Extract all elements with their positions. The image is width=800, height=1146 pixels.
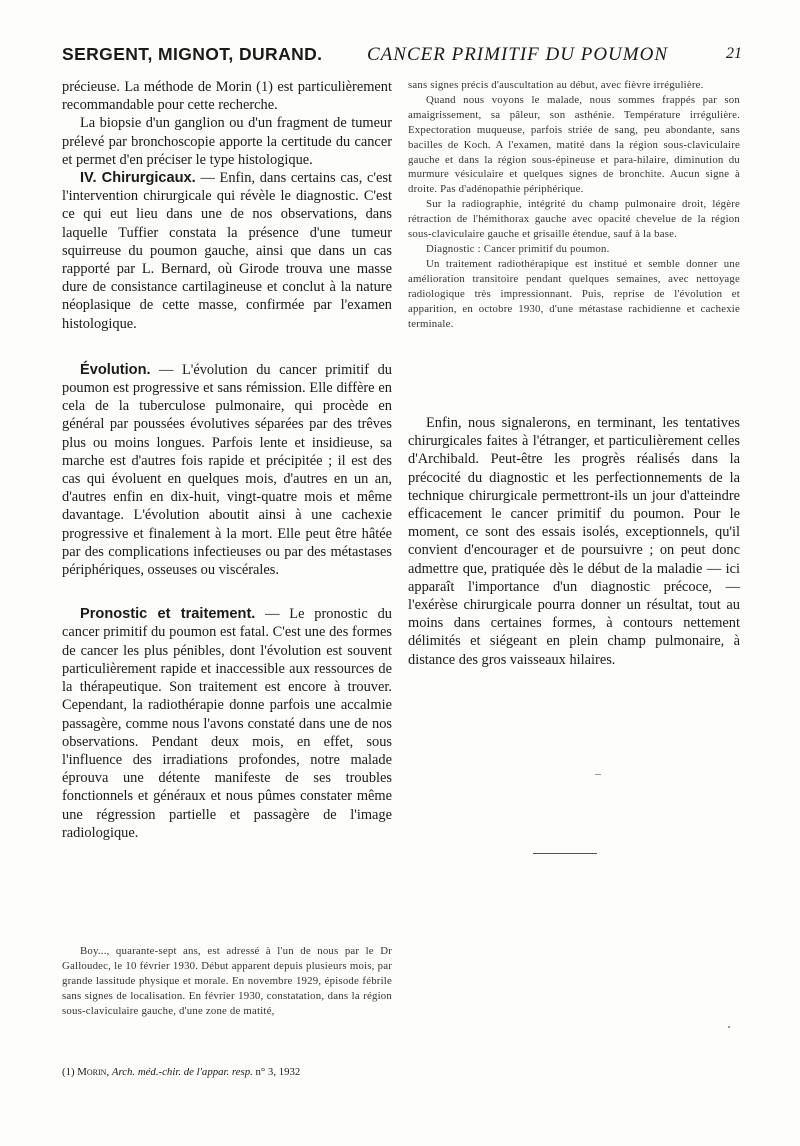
paragraph-conclusion: Enfin, nous signalerons, en terminant, les tentatives chirurgicales faites à l'étranger, et particulièrement celles d'Archibald. Peut-être les progrès réalisés dans la précocité du diagnostic et les perfectionnements de la technique chirurgicale permettront-ils un jour d'atteindre efficacement le cancer primitif du poumon. Pour le moment, ce sont des essais isolés, exceptionnels, qu'il convient d'encourager et de poursuivre ; on peut donc admettre que, pratiquée dès le début de la maladie — ici apparaît l'importance d'un diagnostic précoce, — l'exérèse chirurgicale pourra donner un résultat, tout au moins dans certaines formes, à contours nettement délimités et siégeant en plein champ pulmonaire, à distance des gros vaisseaux hilaires. xyxy=(408,415,740,668)
stray-dot xyxy=(728,1026,730,1028)
footnote-number: (1) xyxy=(62,1066,78,1078)
pronostic-text: — Le pronostic du cancer primitif du poumon est fatal. C'est une des formes de cancer les plus pénibles, dont l'évolution est souvent particulièrement rapide et inaccessible aux ressources de la thérapeutique. Son traitement est encore à trouver. Cependant, la radiothérapie donne parfois une accalmie passagère, comme nous l'avons constaté dans une de nos observations. Pendant deux mois, en effet, sous l'influence des irradiations profondes, notre malade éprouva une détente manifeste de ses troubles fonctionnels et généraux et nous pûmes constater même une régression partielle et passagère de l'image radiologique. xyxy=(62,606,392,841)
footnote-rest: n° 3, 1932 xyxy=(252,1066,301,1078)
header-authors: SERGENT, MIGNOT, DURAND. xyxy=(62,44,323,64)
case-report-radiography: Sur la radiographie, intégrité du champ pulmonaire droit, légère rétraction de l'hémithorax gauche avec opacité chevelue de la région sous-claviculaire gauche et grisaille étendue, sauf à la base. xyxy=(408,198,740,241)
footnote-author: Morin xyxy=(77,1066,107,1078)
chirurgicaux-text: — Enfin, dans certains cas, c'est l'intervention chirurgicale qui révèle le diagnostic. C'est ce qui eut lieu dans une de nos observations, dans laquelle Tuffier constata la présence d'une tumeur squirreuse du poumon gauche, ainsi que dans un cas rapporté par L. Bernard, où Girode trouva une masse dure de consistance cartilagineuse et conclut à la nature néoplasique de cette masse, confirmée par l'examen histologique. xyxy=(62,170,392,332)
paragraph-evolution xyxy=(62,361,392,579)
paragraph-biopsie: La biopsie d'un ganglion ou d'un fragment de tumeur prélevé par bronchoscopie apporte la certitude du cancer et permet d'en préciser le type histologique. xyxy=(62,115,392,168)
paragraph-pronostic xyxy=(62,605,392,842)
case-report-treatment: Un traitement radiothérapique est institué et semble donner une amélioration transitoire pendant quelques semaines, avec nettoyage radiologique très impressionnant. Puis, reprise de l'évolution et apparition, en octobre 1930, d'une métastase rachidienne et cachexie terminale. xyxy=(408,257,740,330)
section-heading-pronostic: Pronostic et traitement. xyxy=(80,606,256,623)
left-column xyxy=(62,78,392,1128)
section-heading-chirurgicaux: IV. Chirurgicaux. xyxy=(80,170,196,187)
evolution-text: — L'évolution du cancer primitif du poumon est progressive et sans rémission. Elle diffère en cela de la tuberculose pulmonaire, qui procède en général par poussées évolutives séparées par des trêves plus ou moins longues. Parfois lente et insidieuse, sa marche est d'autres fois rapide et précipitée ; il est des cas qui évoluent en quelques mois, d'autres en un an, d'autres enfin en dix-huit, vingt-quatre mois et même davantage. L'évolution aboutit ainsi à une cachexie progressive et finalement à la mort. Elle peut être hâtée par des complications infectieuses ou par des métastases périphériques, osseuses ou viscérales. xyxy=(62,361,392,579)
case-report-diagnosis: Diagnostic : Cancer primitif du poumon. xyxy=(426,242,610,255)
section-heading-evolution: Évolution. xyxy=(80,361,151,378)
case-report-continued: sans signes précis d'auscultation au début, avec fièvre irrégulière. xyxy=(408,79,704,91)
end-rule xyxy=(533,853,597,854)
paragraph-chirurgicaux xyxy=(62,169,392,333)
footnote-journal: Arch. méd.-chir. de l'appar. resp. xyxy=(111,1066,253,1078)
footnote xyxy=(62,1065,392,1080)
case-report-start: Boy..., quarante-sept ans, est adressé à l'un de nous par le Dr Galloudec, le 10 février 1930. Début apparent depuis plusieurs mois, par grande lassitude physique et morale. En novembre 1929, épisode fébrile sans signes de localisation. En février 1930, constatation, dans la région sous-claviculaire gauche, d'une zone de matité, xyxy=(62,945,392,1017)
footnote-separator: , xyxy=(106,1066,112,1078)
page-number: 21 xyxy=(726,45,742,62)
case-report-exam: Quand nous voyons le malade, nous sommes frappés par son amaigrissement, sa pâleur, son asthénie. Température irrégulière. Expectoration muqueuse, parfois striée de sang, peu abondante, sans bacilles de Koch. A l'examen, matité dans la région sous-claviculaire gauche et dans la région sous-épineuse et para-hilaire, diminution du murmure vésiculaire et quelques signes de bronchite. Aucun signe à droite. Pas d'adénopathie périphérique. xyxy=(408,93,740,196)
header-running-title: CANCER PRIMITIF DU POUMON xyxy=(367,44,668,65)
right-column xyxy=(408,78,740,1078)
running-header xyxy=(62,44,742,70)
paragraph-morin: précieuse. La méthode de Morin (1) est particulièrement recommandable pour cette recherche. xyxy=(62,79,392,114)
stray-mark xyxy=(595,774,601,775)
